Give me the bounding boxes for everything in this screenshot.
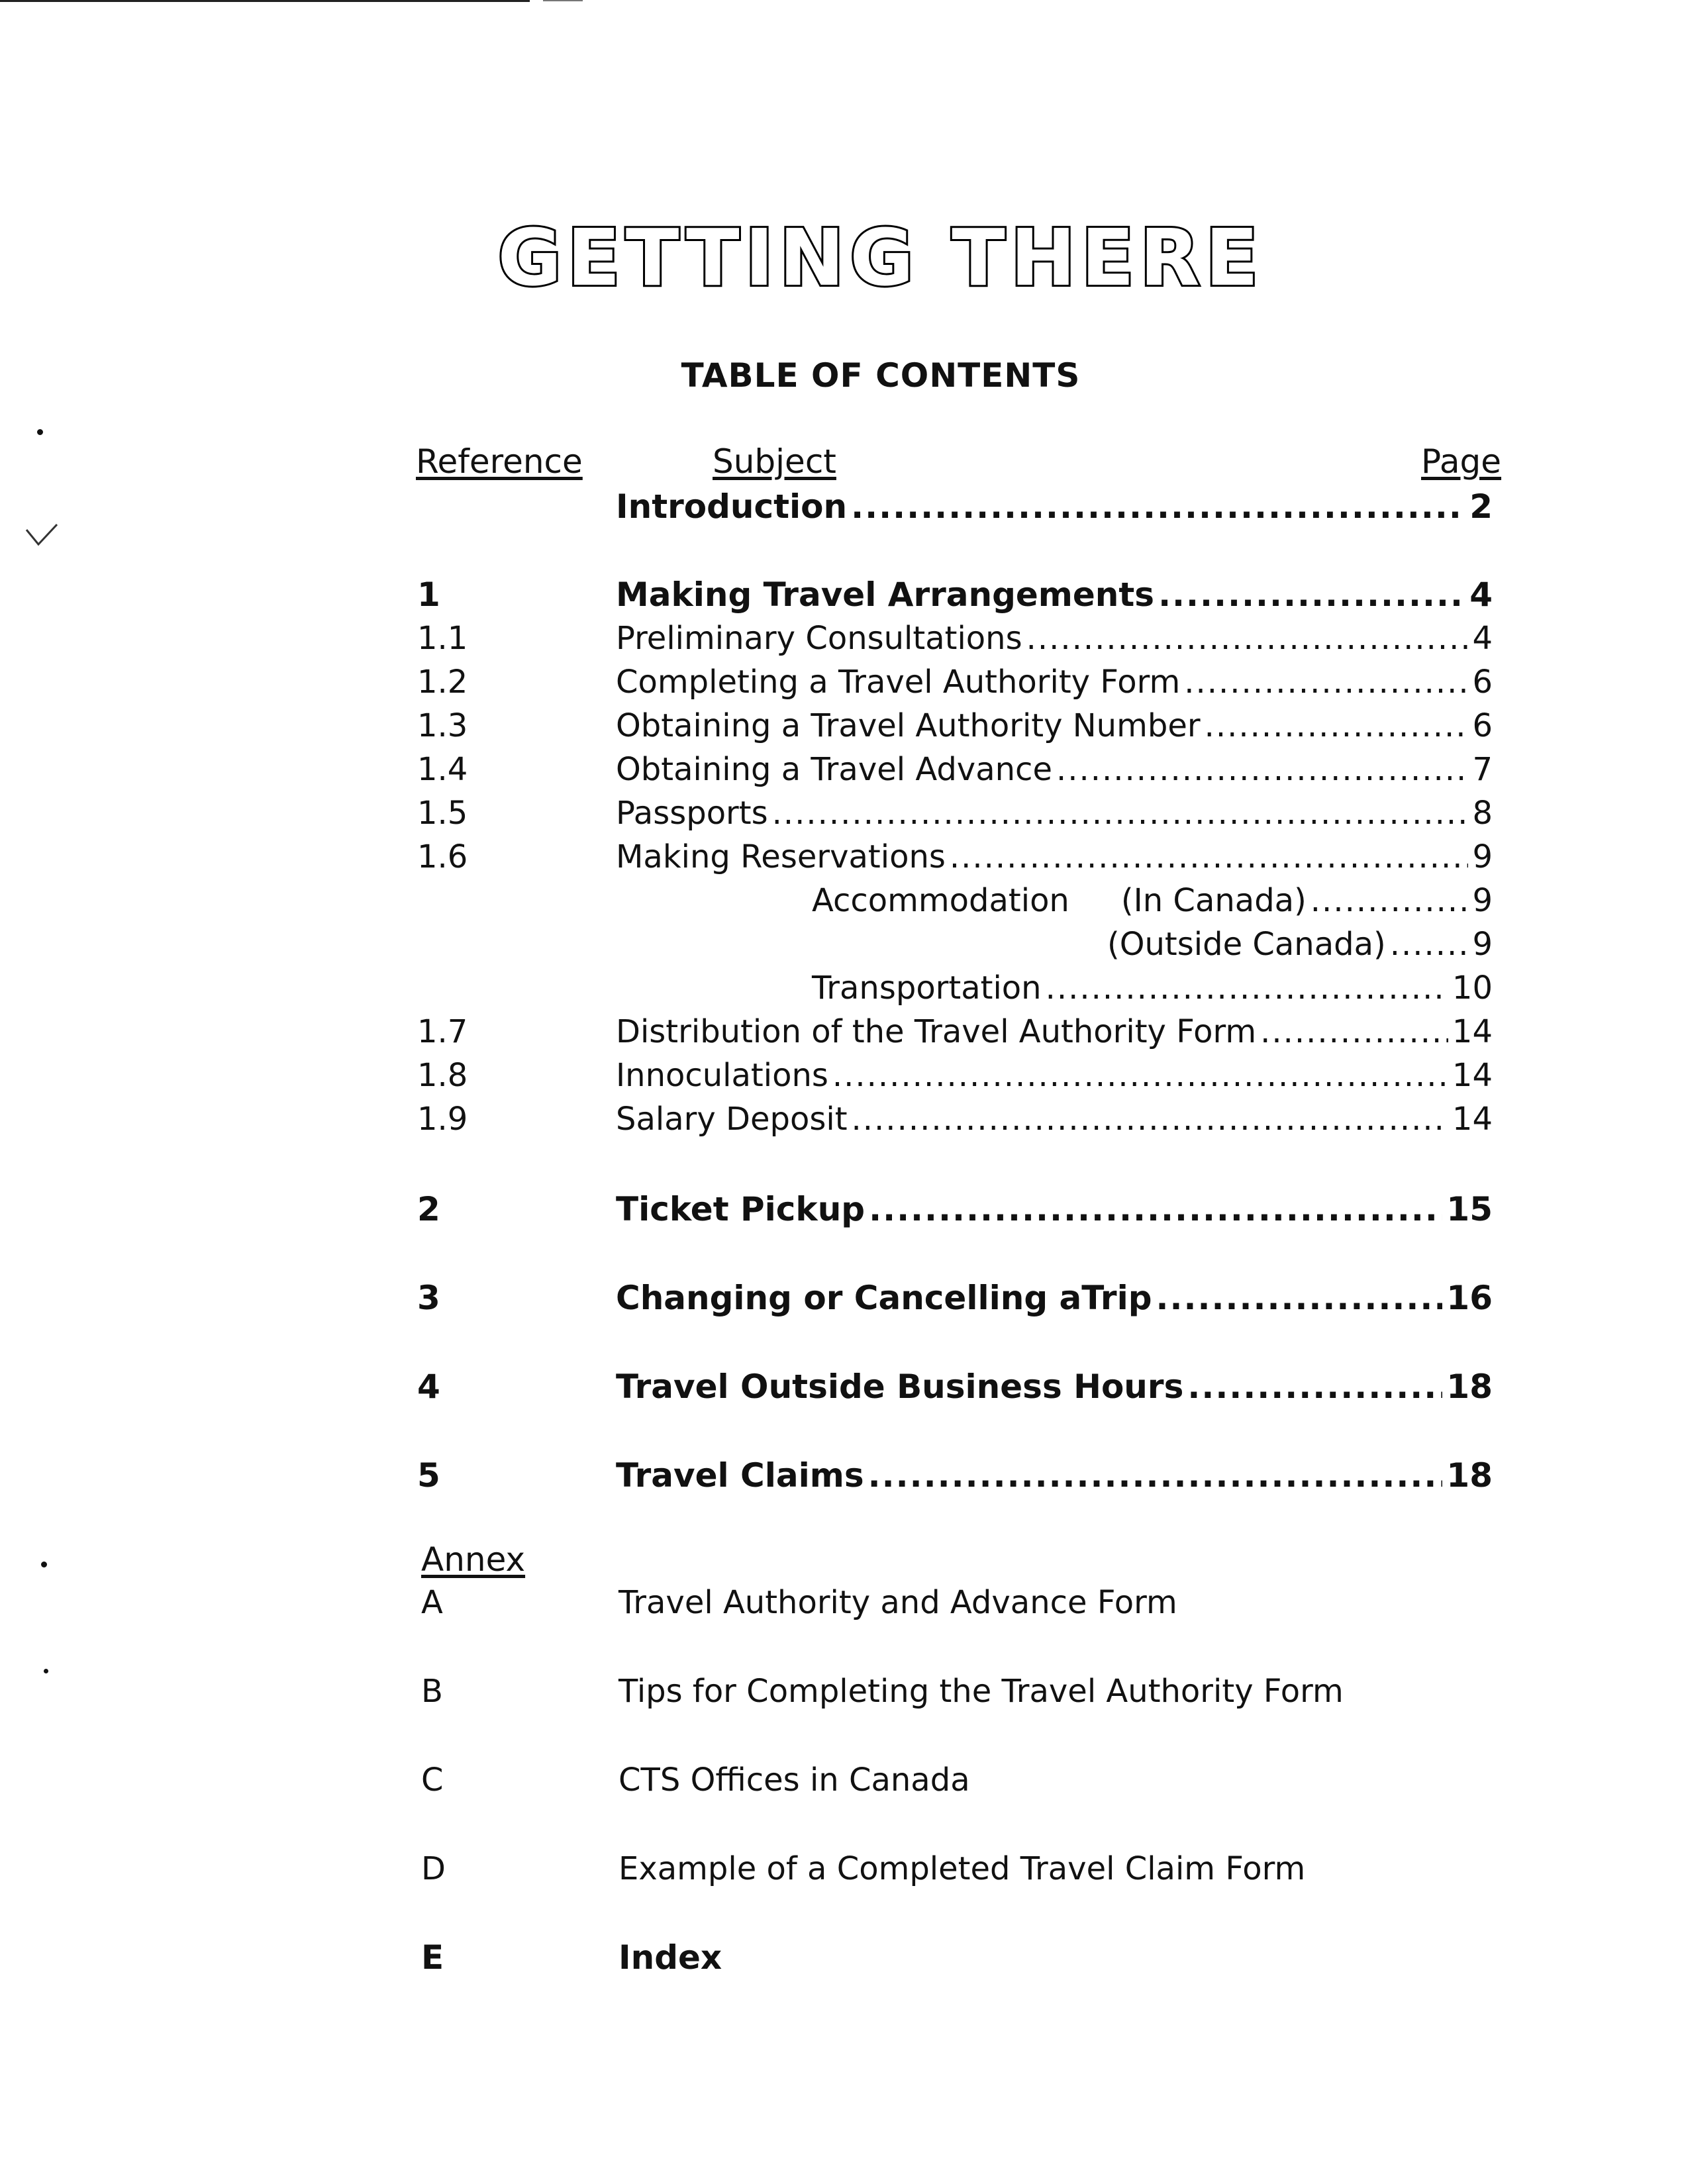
dot-leader — [1187, 1367, 1442, 1407]
check-mark-icon — [25, 523, 60, 550]
toc-row — [0, 750, 1682, 789]
annex-reference: E — [421, 1938, 444, 1977]
annex-subject: Example of a Completed Travel Claim Form — [618, 1850, 1306, 1887]
toc-row — [0, 1456, 1682, 1495]
dot-leader — [1390, 924, 1469, 964]
toc-page-number: 8 — [1472, 795, 1493, 832]
dot-leader — [1158, 575, 1465, 615]
toc-row — [0, 662, 1682, 702]
toc-reference: 1.1 — [417, 620, 468, 657]
annex-subject: CTS Offices in Canada — [618, 1762, 970, 1799]
toc-subject: Distribution of the Travel Authority Form — [616, 1013, 1257, 1050]
dot-leader — [1056, 750, 1468, 789]
toc-subject: Making Reservations — [616, 838, 946, 875]
toc-row — [0, 1367, 1682, 1407]
toc-page-number: 14 — [1452, 1057, 1493, 1094]
toc-row — [0, 1099, 1682, 1139]
dot-leader — [832, 1056, 1448, 1095]
dot-leader — [1311, 881, 1469, 920]
toc-page-number: 9 — [1472, 926, 1493, 963]
toc-page-number: 4 — [1472, 620, 1493, 657]
toc-reference: 1.9 — [417, 1101, 468, 1138]
toc-page-number: 15 — [1446, 1190, 1493, 1228]
toc-row — [0, 706, 1682, 746]
dot-leader — [869, 1189, 1442, 1229]
toc-reference: 4 — [417, 1367, 440, 1406]
toc-row — [0, 619, 1682, 658]
toc-subject: Obtaining a Travel Advance — [616, 751, 1052, 788]
toc-page-number: 10 — [1452, 969, 1493, 1007]
toc-row — [0, 968, 1682, 1008]
annex-reference: D — [421, 1850, 446, 1887]
toc-row — [0, 1012, 1682, 1052]
toc-page-number: 14 — [1452, 1013, 1493, 1050]
toc-subject: Travel Claims — [616, 1456, 864, 1495]
toc-subject: Ticket Pickup — [616, 1190, 866, 1228]
column-header-page: Page — [1421, 442, 1502, 481]
toc-row — [0, 487, 1682, 526]
annex-reference: B — [421, 1673, 443, 1710]
toc-subject: Accommodation — [812, 882, 1069, 919]
dot-leader — [1184, 662, 1468, 702]
toc-row — [0, 793, 1682, 833]
toc-subject: Innoculations — [616, 1057, 828, 1094]
dot-leader — [852, 1099, 1448, 1139]
toc-heading: TABLE OF CONTENTS — [681, 356, 1081, 395]
toc-reference: 1.8 — [417, 1057, 468, 1094]
toc-page-number: 6 — [1472, 664, 1493, 701]
scan-edge-line — [0, 0, 530, 2]
toc-page-number: 14 — [1452, 1101, 1493, 1138]
dot-leader — [950, 837, 1469, 877]
toc-row — [0, 1189, 1682, 1229]
dot-leader — [1026, 619, 1469, 658]
toc-reference: 1.7 — [417, 1013, 468, 1050]
toc-reference: 1.4 — [417, 751, 468, 788]
dot-leader — [868, 1456, 1443, 1495]
dot-leader — [772, 793, 1469, 833]
toc-subject: Completing a Travel Authority Form — [616, 664, 1181, 701]
annex-reference: A — [421, 1584, 443, 1621]
toc-row — [0, 881, 1682, 920]
toc-reference: 2 — [417, 1190, 440, 1228]
toc-reference: 1.6 — [417, 838, 468, 875]
annex-row — [0, 1938, 1682, 1977]
dot-leader — [1260, 1012, 1448, 1052]
annex-row — [0, 1671, 1682, 1711]
toc-reference: 1 — [417, 575, 440, 614]
toc-page-number: 9 — [1472, 882, 1493, 919]
toc-subject: Transportation — [812, 969, 1042, 1007]
toc-page-number: 18 — [1446, 1456, 1493, 1495]
toc-subject: Travel Outside Business Hours — [616, 1367, 1184, 1406]
toc-subject: Introduction — [616, 487, 848, 526]
toc-subject: Passports — [616, 795, 768, 832]
toc-page-number: 9 — [1472, 838, 1493, 875]
toc-reference: 1.2 — [417, 664, 468, 701]
toc-subject: Preliminary Consultations — [616, 620, 1022, 657]
dot-leader — [1046, 968, 1448, 1008]
toc-row — [0, 924, 1682, 964]
toc-page-number: 18 — [1446, 1367, 1493, 1406]
column-header-subject: Subject — [713, 442, 836, 481]
column-header-reference: Reference — [416, 442, 583, 481]
toc-page-number: 16 — [1446, 1279, 1493, 1317]
toc-reference: 1.5 — [417, 795, 468, 832]
annex-heading: Annex — [421, 1540, 526, 1579]
annex-row — [0, 1849, 1682, 1889]
toc-subject: Making Travel Arrangements — [616, 575, 1155, 614]
toc-subject: Changing or Cancelling aTrip — [616, 1279, 1152, 1317]
toc-subject-qualifier: (In Canada) — [1120, 882, 1307, 919]
toc-subject: Obtaining a Travel Authority Number — [616, 707, 1201, 744]
toc-row — [0, 575, 1682, 615]
document-title: GETTING THERE — [497, 212, 1264, 303]
toc-page-number: 2 — [1469, 487, 1493, 526]
scan-speck — [41, 1562, 47, 1567]
annex-subject: Tips for Completing the Travel Authority Form — [618, 1673, 1344, 1710]
annex-row — [0, 1760, 1682, 1800]
toc-row — [0, 837, 1682, 877]
toc-page-number: 4 — [1469, 575, 1493, 614]
toc-row — [0, 1278, 1682, 1318]
toc-subject: Salary Deposit — [616, 1101, 848, 1138]
scan-speck — [37, 429, 43, 435]
dot-leader — [1205, 706, 1469, 746]
toc-row — [0, 1056, 1682, 1095]
dot-leader — [1156, 1278, 1443, 1318]
toc-page-number: 6 — [1472, 707, 1493, 744]
toc-reference: 5 — [417, 1456, 440, 1495]
annex-subject: Index — [618, 1938, 722, 1977]
toc-page-number: 7 — [1472, 751, 1493, 788]
toc-reference: 3 — [417, 1279, 440, 1317]
annex-subject: Travel Authority and Advance Form — [618, 1584, 1177, 1621]
toc-subject-qualifier: (Outside Canada) — [1107, 926, 1386, 963]
annex-row — [0, 1583, 1682, 1622]
dot-leader — [851, 487, 1465, 526]
toc-reference: 1.3 — [417, 707, 468, 744]
scan-edge-line — [543, 0, 583, 1]
annex-reference: C — [421, 1762, 444, 1799]
